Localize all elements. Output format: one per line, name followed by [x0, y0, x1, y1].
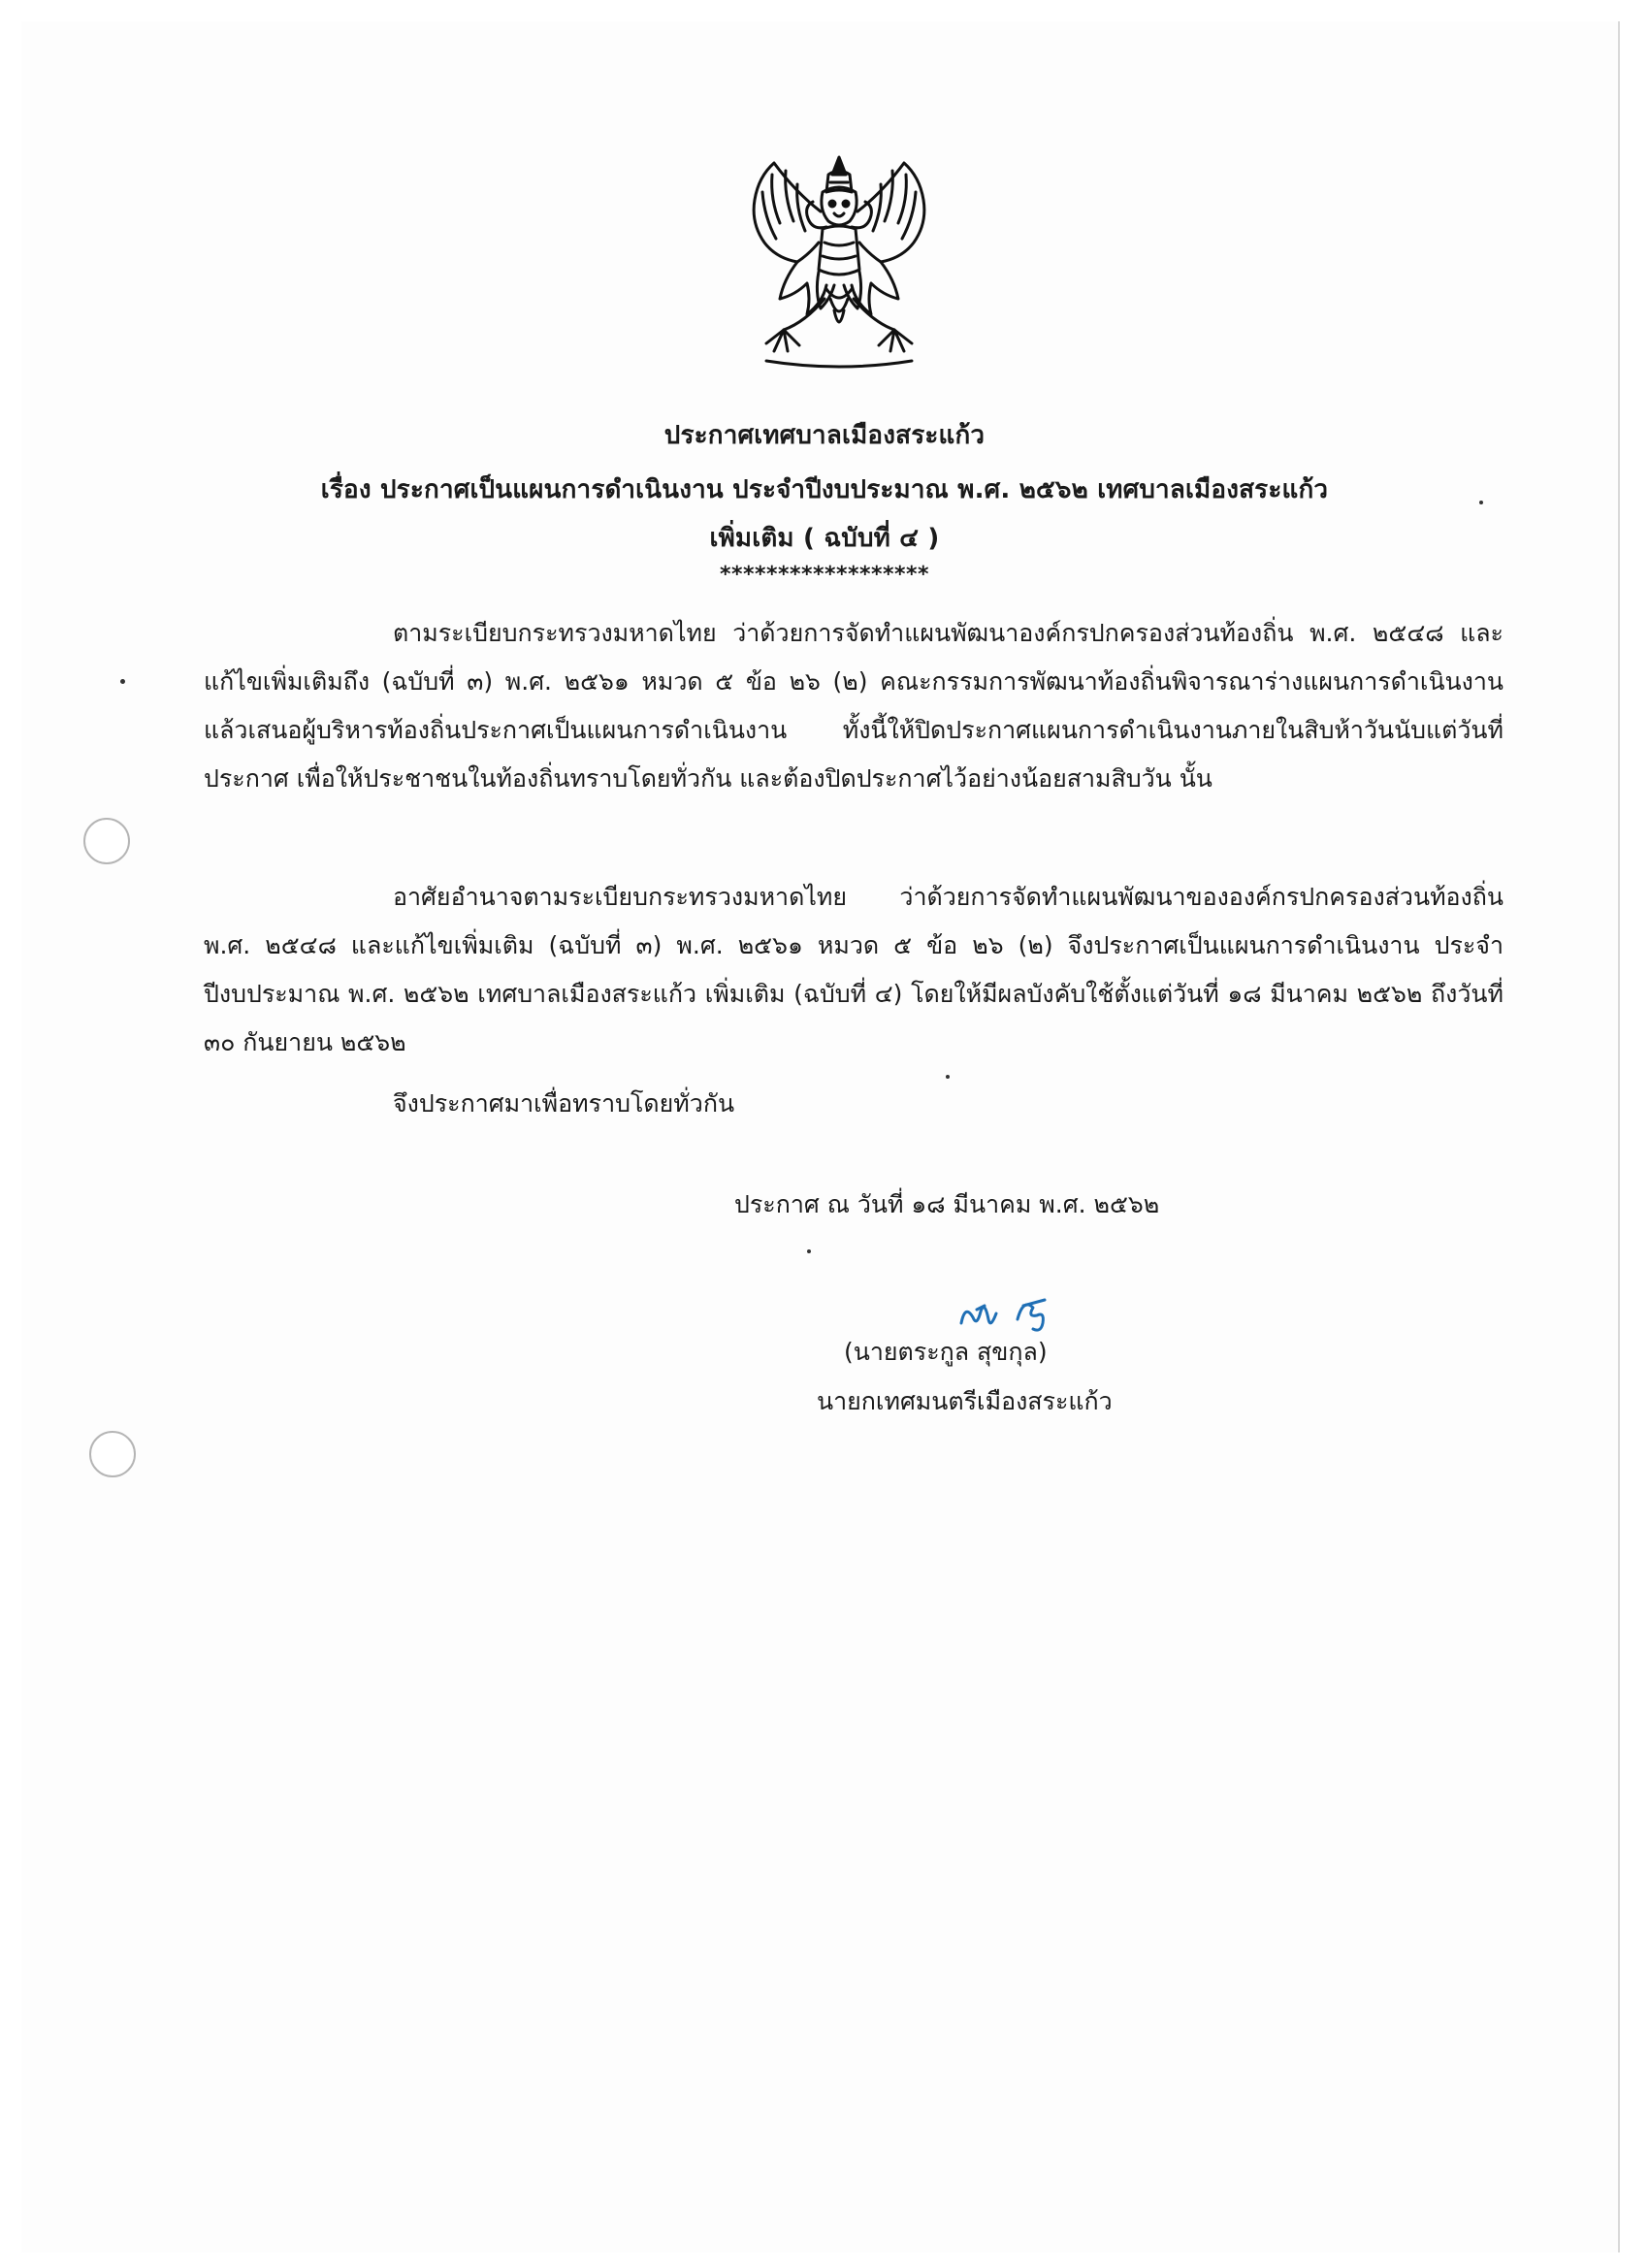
scan-speck: [120, 679, 125, 684]
document-title: ประกาศเทศบาลเมืองสระแก้ว: [663, 421, 986, 450]
heading-separator: ******************: [719, 563, 930, 587]
signer-title: นายกเทศมนตรีเมืองสระแก้ว: [817, 1387, 1113, 1415]
signer-name: (นายตระกูล สุขกุล): [844, 1338, 1048, 1366]
punch-hole: [83, 818, 130, 864]
garuda-emblem-icon: [737, 153, 941, 378]
scan-speck: [946, 1075, 950, 1079]
body-paragraph-2: อาศัยอำนาจตามระเบียบกระทรวงมหาดไทย ว่าด้วยการจัดทำแผนพัฒนาขององค์กรปกครองส่วนท้องถิ่น พ.ศ. ๒๕๔๘ และแก้ไขเพิ่มเติม (ฉบับที่ ๓) พ.ศ. ๒๕๖๑ หมวด ๕ ข้อ ๒๖ (๒) จึงประกาศเป็นแผนการดำเนินงาน ประจำปีงบประมาณ พ.ศ. ๒๕๖๒ เทศบาลเมืองสระแก้ว เพิ่มเติม (ฉบับที่ ๔) โดยให้มีผลบังคับใช้ตั้งแต่วันที่ ๑๘ มีนาคม ๒๕๖๒ ถึงวันที่ ๓๐ กันยายน ๒๕๖๒: [204, 883, 1504, 1056]
document-subject: เรื่อง ประกาศเป็นแผนการดำเนินงาน ประจำปีงบประมาณ พ.ศ. ๒๕๖๒ เทศบาลเมืองสระแก้ว: [320, 475, 1329, 504]
announcement-date: ประกาศ ณ วันที่ ๑๘ มีนาคม พ.ศ. ๒๕๖๒: [734, 1190, 1160, 1218]
document-amendment: เพิ่มเติม ( ฉบับที่ ๔ ): [709, 524, 940, 553]
handwritten-signature: [955, 1290, 1091, 1339]
scan-speck: [807, 1249, 811, 1253]
closing-statement: จึงประกาศมาเพื่อทราบโดยทั่วกัน: [393, 1089, 735, 1118]
punch-hole: [89, 1431, 136, 1477]
body-paragraph-1: ตามระเบียบกระทรวงมหาดไทย ว่าด้วยการจัดทำแผนพัฒนาองค์กรปกครองส่วนท้องถิ่น พ.ศ. ๒๕๔๘ และแก้ไขเพิ่มเติมถึง (ฉบับที่ ๓) พ.ศ. ๒๕๖๑ หมวด ๕ ข้อ ๒๖ (๒) คณะกรรมการพัฒนาท้องถิ่นพิจารณาร่างแผนการดำเนินงาน แล้วเสนอผู้บริหารท้องถิ่นประกาศเป็นแผนการดำเนินงาน ทั้งนี้ให้ปิดประกาศแผนการดำเนินงานภายในสิบห้าวันนับแต่วันที่ประกาศ เพื่อให้ประชาชนในท้องถิ่นทราบโดยทั่วกัน และต้องปิดประกาศไว้อย่างน้อยสามสิบวัน นั้น: [204, 619, 1504, 793]
